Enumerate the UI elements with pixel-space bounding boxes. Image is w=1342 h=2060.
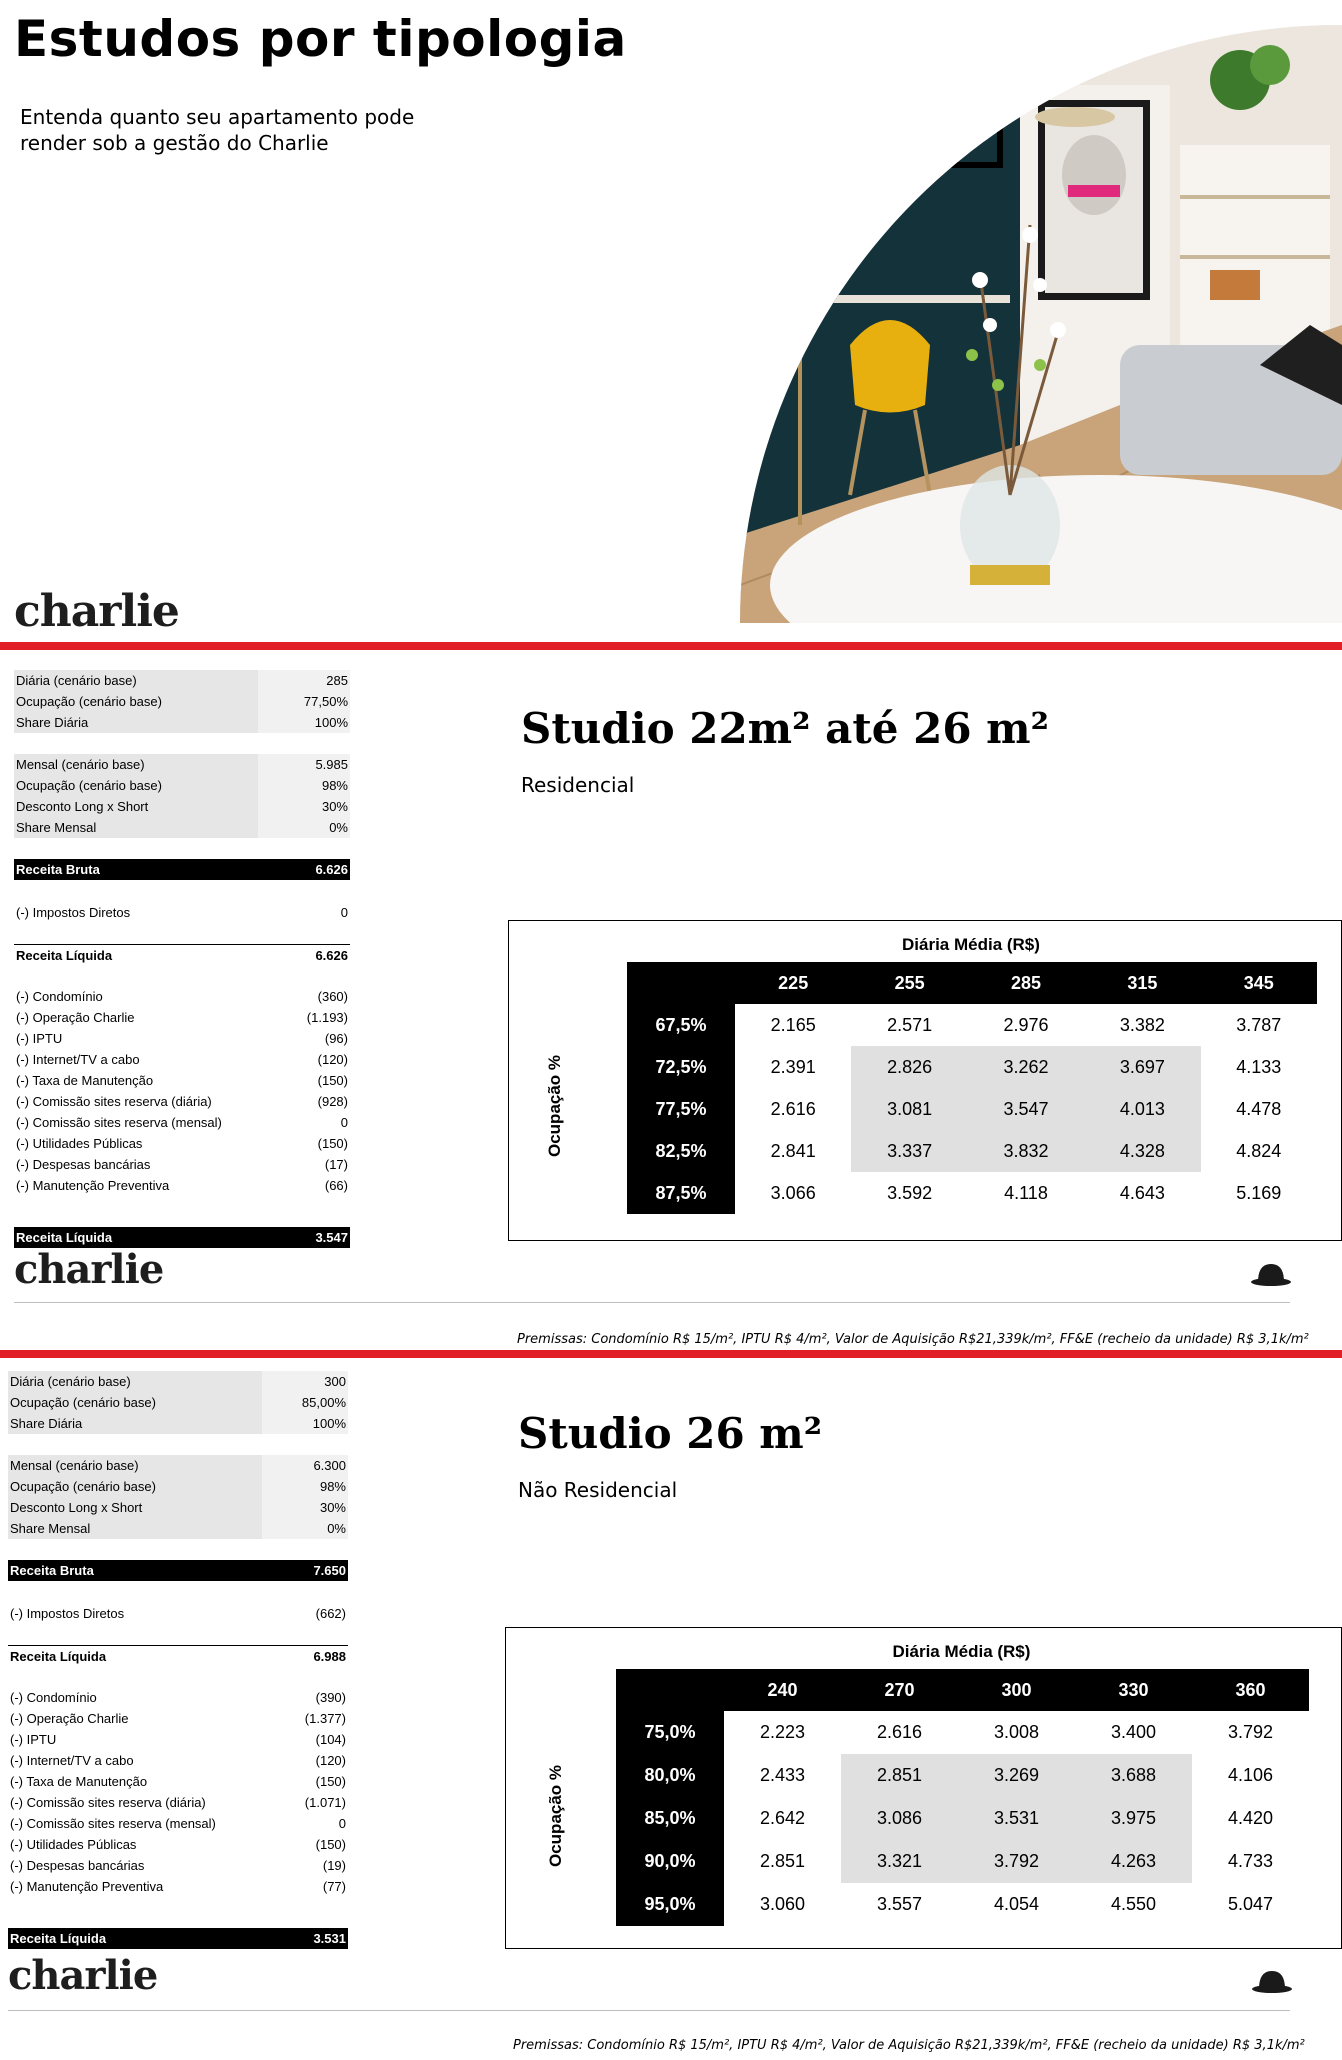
financial-value: (662)	[315, 1606, 346, 1621]
financial-value: 30%	[321, 799, 348, 814]
financial-value: (120)	[315, 1753, 346, 1768]
financial-row	[8, 1603, 348, 1624]
financial-value: 5.985	[315, 757, 348, 772]
financial-label: (-) Comissão sites reserva (diária)	[16, 1094, 212, 1109]
financial-label: Ocupação (cenário base)	[10, 1395, 156, 1410]
matrix-cell: 2.851	[759, 1851, 806, 1871]
matrix-cell: 2.391	[770, 1056, 816, 1077]
financial-value: (19)	[322, 1858, 346, 1873]
financial-value: 30%	[319, 1500, 346, 1515]
financial-value: 6.626	[315, 862, 348, 877]
financial-label: Share Mensal	[10, 1521, 91, 1536]
charlie-logo: charlie	[14, 1246, 164, 1293]
financial-row	[14, 1028, 350, 1049]
financial-value: 0	[340, 905, 348, 920]
matrix-cell: 3.792	[1227, 1722, 1274, 1742]
financial-row	[8, 1708, 348, 1729]
y-axis-label: Ocupação %	[545, 1054, 564, 1157]
financial-value: (1.071)	[304, 1795, 346, 1810]
financial-label: (-) Taxa de Manutenção	[16, 1073, 154, 1088]
matrix-cell: 2.571	[887, 1014, 933, 1035]
column-header: 360	[1235, 1679, 1266, 1700]
financial-label: (-) Manutenção Preventiva	[16, 1178, 170, 1193]
financial-row	[14, 1175, 350, 1196]
column-header: 240	[767, 1679, 798, 1700]
financial-row	[8, 1792, 348, 1813]
financial-label: (-) Condomínio	[16, 989, 103, 1004]
matrix-cell: 4.263	[1075, 1840, 1192, 1883]
matrix-cell: 3.086	[841, 1797, 958, 1840]
financial-value: 6.626	[315, 948, 348, 963]
financial-value: 100%	[312, 1416, 346, 1431]
financial-row	[8, 1645, 348, 1667]
financial-value: 3.547	[315, 1230, 348, 1245]
financial-value: (150)	[317, 1136, 348, 1151]
column-header: 270	[884, 1679, 915, 1700]
charlie-logo: charlie	[14, 586, 179, 637]
financial-row	[14, 1133, 350, 1154]
financial-label: (-) Taxa de Manutenção	[10, 1774, 148, 1789]
financial-value: 77,50%	[303, 694, 348, 709]
financial-label: Receita Líquida	[16, 948, 113, 963]
financial-value: (150)	[315, 1774, 346, 1789]
financial-label: (-) Operação Charlie	[16, 1010, 135, 1025]
financial-row	[8, 1413, 348, 1434]
financial-value: 6.988	[313, 1649, 346, 1664]
financial-row	[14, 712, 350, 733]
financial-label: Receita Líquida	[10, 1649, 107, 1664]
matrix-cell: 3.081	[851, 1088, 967, 1130]
matrix-cell: 2.616	[876, 1722, 923, 1742]
financial-label: (-) Condomínio	[10, 1690, 97, 1705]
financial-label: Share Diária	[10, 1416, 83, 1431]
matrix-cell: 3.787	[1236, 1014, 1282, 1035]
financial-label: Receita Bruta	[16, 862, 100, 877]
financial-label: Desconto Long x Short	[10, 1500, 143, 1515]
financial-value: (17)	[324, 1157, 348, 1172]
financial-label: (-) Comissão sites reserva (mensal)	[10, 1816, 216, 1831]
matrix-cell: 3.975	[1075, 1797, 1192, 1840]
financial-row	[8, 1729, 348, 1750]
financial-value: (120)	[317, 1052, 348, 1067]
financial-row	[14, 859, 350, 880]
financial-value: 85,00%	[301, 1395, 346, 1410]
financial-row	[14, 902, 350, 923]
premissas-note: Premissas: Condomínio R$ 15/m², IPTU R$ 4/m², Valor de Aquisição R$21,339k/m², FF&E (recheio da unidade) R$ 3,1k/m²	[517, 1332, 1309, 1347]
financial-row	[14, 1049, 350, 1070]
financial-label: (-) Utilidades Públicas	[10, 1837, 137, 1852]
financial-row	[14, 775, 350, 796]
financial-value: 100%	[314, 715, 348, 730]
column-header: 345	[1243, 972, 1274, 993]
matrix-cell: 3.262	[968, 1046, 1084, 1088]
financial-label: Ocupação (cenário base)	[10, 1479, 156, 1494]
matrix-cell: 3.832	[968, 1130, 1084, 1172]
financial-label: (-) Impostos Diretos	[16, 905, 131, 920]
financial-row	[8, 1392, 348, 1413]
financial-row	[8, 1750, 348, 1771]
financial-row	[14, 944, 350, 966]
financial-row	[8, 1834, 348, 1855]
financial-row	[14, 1091, 350, 1112]
row-header: 67,5%	[627, 1004, 735, 1046]
financial-label: Diária (cenário base)	[16, 673, 137, 688]
matrix-cell: 4.328	[1084, 1130, 1200, 1172]
financial-label: (-) IPTU	[10, 1732, 57, 1747]
financial-value: (390)	[315, 1690, 346, 1705]
financial-label: Diária (cenário base)	[10, 1374, 131, 1389]
financial-label: Receita Bruta	[10, 1563, 94, 1578]
financial-row	[14, 1007, 350, 1028]
financial-label: Ocupação (cenário base)	[16, 694, 162, 709]
financial-value: 7.650	[313, 1563, 346, 1578]
matrix-cell: 4.133	[1236, 1056, 1282, 1077]
financial-value: 0	[338, 1816, 346, 1831]
matrix-cell: 4.106	[1227, 1765, 1274, 1785]
financial-label: (-) Impostos Diretos	[10, 1606, 125, 1621]
matrix-cell: 3.557	[876, 1894, 923, 1914]
charlie-logo: charlie	[8, 1952, 158, 1999]
financial-row	[8, 1518, 348, 1539]
financial-label: Mensal (cenário base)	[16, 757, 145, 772]
matrix-cell: 3.792	[958, 1840, 1075, 1883]
matrix-cell: 4.733	[1227, 1851, 1274, 1871]
financial-row	[14, 670, 350, 691]
matrix-cell: 5.047	[1227, 1894, 1274, 1914]
financial-value: (150)	[317, 1073, 348, 1088]
column-header: 330	[1118, 1679, 1149, 1700]
financial-label: Mensal (cenário base)	[10, 1458, 139, 1473]
financial-value: (66)	[324, 1178, 348, 1193]
row-header: 95,0%	[616, 1883, 724, 1926]
matrix-cell: 2.616	[770, 1098, 816, 1119]
financial-value: (1.193)	[306, 1010, 348, 1025]
matrix-cell: 3.547	[968, 1088, 1084, 1130]
financial-row	[14, 796, 350, 817]
row-header: 77,5%	[627, 1088, 735, 1130]
financial-row	[14, 1227, 350, 1248]
cover-subtitle: Entenda quanto seu apartamento pode render sob a gestão do Charlie	[20, 105, 415, 155]
matrix-cell: 2.841	[770, 1140, 816, 1161]
financial-value: (104)	[315, 1732, 346, 1747]
matrix-cell: 3.697	[1084, 1046, 1200, 1088]
financial-label: (-) IPTU	[16, 1031, 63, 1046]
financial-value: 0%	[329, 820, 348, 835]
financial-label: (-) Despesas bancárias	[16, 1157, 151, 1172]
matrix-title: Diária Média (R$)	[902, 935, 1040, 954]
financial-row	[8, 1560, 348, 1581]
matrix-cell: 2.223	[759, 1722, 806, 1742]
matrix-cell: 2.826	[851, 1046, 967, 1088]
column-header: 315	[1127, 972, 1158, 993]
financial-row	[8, 1855, 348, 1876]
financial-label: (-) Internet/TV a cabo	[16, 1052, 140, 1067]
financial-row	[8, 1455, 348, 1476]
financial-label: Receita Líquida	[10, 1931, 107, 1946]
matrix-cell: 5.169	[1236, 1182, 1282, 1203]
row-header: 80,0%	[616, 1754, 724, 1797]
row-header: 90,0%	[616, 1840, 724, 1883]
financial-label: (-) Operação Charlie	[10, 1711, 129, 1726]
section-title: Studio 26 m²	[518, 1409, 823, 1458]
matrix-cell: 3.531	[958, 1797, 1075, 1840]
matrix-cell: 3.337	[851, 1130, 967, 1172]
row-header: 87,5%	[627, 1172, 735, 1214]
financial-value: 98%	[319, 1479, 346, 1494]
matrix-cell: 3.688	[1075, 1754, 1192, 1797]
financial-row	[8, 1876, 348, 1897]
matrix-cell: 3.060	[759, 1894, 806, 1914]
financial-label: (-) Despesas bancárias	[10, 1858, 145, 1873]
financial-label: Share Mensal	[16, 820, 97, 835]
financial-label: (-) Utilidades Públicas	[16, 1136, 143, 1151]
financial-row	[8, 1371, 348, 1392]
section-subtitle: Não Residencial	[518, 1478, 678, 1502]
footer-rule	[14, 1302, 1290, 1303]
matrix-cell: 3.382	[1119, 1014, 1165, 1035]
section-divider	[0, 642, 1342, 650]
financial-label: (-) Comissão sites reserva (diária)	[10, 1795, 206, 1810]
matrix-cell: 3.269	[958, 1754, 1075, 1797]
financial-value: (150)	[315, 1837, 346, 1852]
financial-table	[14, 670, 350, 1245]
premissas-note: Premissas: Condomínio R$ 15/m², IPTU R$ 4/m², Valor de Aquisição R$21,339k/m², FF&E (recheio da unidade) R$ 3,1k/m²	[513, 2038, 1305, 2053]
cover-title: Estudos por tipologia	[14, 10, 627, 68]
financial-row	[8, 1497, 348, 1518]
row-header: 82,5%	[627, 1130, 735, 1172]
financial-value: 3.531	[313, 1931, 346, 1946]
financial-row	[8, 1813, 348, 1834]
financial-value: (360)	[317, 989, 348, 1004]
financial-value: 98%	[321, 778, 348, 793]
financial-value: 0	[340, 1115, 348, 1130]
financial-row	[14, 691, 350, 712]
financial-label: (-) Comissão sites reserva (mensal)	[16, 1115, 222, 1130]
financial-row	[14, 754, 350, 775]
financial-label: (-) Manutenção Preventiva	[10, 1879, 164, 1894]
financial-row	[14, 986, 350, 1007]
financial-row	[8, 1476, 348, 1497]
row-header: 75,0%	[616, 1711, 724, 1754]
hat-icon	[1251, 1969, 1293, 1998]
matrix-cell: 4.013	[1084, 1088, 1200, 1130]
matrix-cell: 3.066	[770, 1182, 816, 1203]
sensitivity-matrix	[508, 920, 1342, 1241]
column-header: 285	[1010, 972, 1042, 993]
financial-row	[14, 1154, 350, 1175]
financial-value: (96)	[324, 1031, 348, 1046]
interior-photo	[740, 25, 1342, 623]
section-title: Studio 22m² até 26 m²	[521, 704, 1049, 753]
financial-row	[14, 1112, 350, 1133]
financial-row	[8, 1687, 348, 1708]
column-header: 255	[894, 972, 925, 993]
matrix-cell: 2.851	[841, 1754, 958, 1797]
matrix-cell: 2.433	[759, 1765, 806, 1785]
section-subtitle: Residencial	[521, 773, 635, 797]
matrix-cell: 2.642	[759, 1808, 806, 1828]
matrix-title: Diária Média (R$)	[892, 1642, 1031, 1661]
financial-table	[8, 1371, 348, 1946]
matrix-cell: 4.478	[1236, 1098, 1282, 1119]
matrix-cell: 2.165	[770, 1014, 816, 1035]
matrix-cell: 3.592	[887, 1182, 933, 1203]
financial-value: (77)	[322, 1879, 346, 1894]
financial-value: 285	[326, 673, 348, 688]
matrix-cell: 4.054	[993, 1894, 1040, 1914]
financial-label: Desconto Long x Short	[16, 799, 149, 814]
column-header: 300	[1001, 1679, 1032, 1700]
y-axis-label: Ocupação %	[546, 1764, 565, 1867]
matrix-cell: 4.420	[1227, 1808, 1274, 1828]
matrix-cell: 3.400	[1110, 1722, 1157, 1742]
financial-label: Share Diária	[16, 715, 89, 730]
financial-value: 300	[324, 1374, 346, 1389]
financial-value: (1.377)	[304, 1711, 346, 1726]
financial-value: 6.300	[313, 1458, 346, 1473]
matrix-cell: 3.008	[993, 1722, 1040, 1742]
column-header: 225	[778, 972, 809, 993]
financial-label: (-) Internet/TV a cabo	[10, 1753, 134, 1768]
matrix-cell: 4.643	[1119, 1182, 1165, 1203]
financial-label: Ocupação (cenário base)	[16, 778, 162, 793]
matrix-cell: 4.550	[1110, 1894, 1157, 1914]
matrix-cell: 4.824	[1236, 1140, 1282, 1161]
financial-value: 0%	[327, 1521, 346, 1536]
row-header: 72,5%	[627, 1046, 735, 1088]
financial-row	[14, 817, 350, 838]
financial-value: (928)	[317, 1094, 348, 1109]
row-header: 85,0%	[616, 1797, 724, 1840]
financial-row	[8, 1928, 348, 1949]
sensitivity-matrix	[505, 1627, 1342, 1949]
matrix-cell: 2.976	[1003, 1014, 1049, 1035]
financial-row	[14, 1070, 350, 1091]
matrix-cell: 4.118	[1004, 1182, 1048, 1203]
matrix-cell: 3.321	[841, 1840, 958, 1883]
section-divider	[0, 1350, 1342, 1358]
financial-label: Receita Líquida	[16, 1230, 113, 1245]
footer-rule	[8, 2010, 1290, 2011]
hat-icon	[1250, 1262, 1292, 1291]
financial-row	[8, 1771, 348, 1792]
